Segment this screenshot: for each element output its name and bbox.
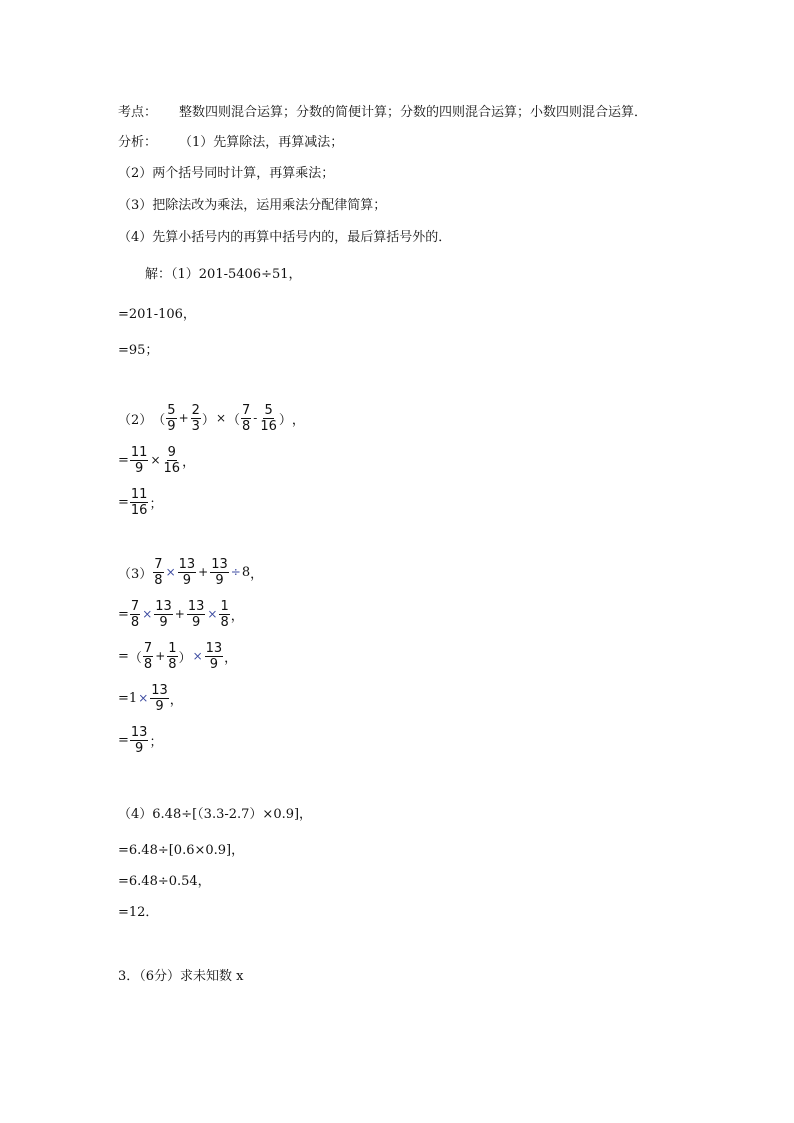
number-1: 1 [128,690,138,706]
divide-sign: ÷ [230,565,241,579]
fraction: $\frac{1}{8}$ [220,598,229,630]
fenxi-step-2: （2）两个括号同时计算，再算乘法； [118,166,335,181]
p1-line-1: （1）201-5406÷51， [171,267,302,282]
p2-paren: （ [152,412,166,428]
p3-paren: ） [178,650,192,666]
p1-line-2: =201-106， [118,307,196,322]
kaodian-line [118,104,647,122]
fraction: $\frac{2}{3}$ [191,402,200,434]
p2-line-2 [118,440,195,480]
times-sign: × [138,691,149,705]
equals-sign: = [118,452,129,468]
equals-sign: = [118,690,129,706]
kaodian-text: 整数四则混合运算；分数的简便计算；分数的四则混合运算；小数四则混合运算． [179,105,648,120]
fraction: $\frac{5}{9}$ [167,402,176,434]
plus-sign: + [198,565,209,579]
fraction: $\frac{13}{9}$ [211,556,228,588]
p3-line-1 [118,552,263,592]
plus-sign: + [155,649,166,663]
fraction: $\frac{11}{16}$ [130,486,148,518]
fraction: $\frac{1}{8}$ [168,640,177,672]
kaodian-label: 考点： [118,105,158,120]
comma: ， [230,608,244,624]
equals-sign: = [118,732,129,748]
fraction: $\frac{7}{8}$ [242,402,251,434]
comma: ， [250,566,264,582]
jie-line [145,266,302,284]
fraction: $\frac{7}{8}$ [143,640,153,672]
fraction: $\frac{13}{9}$ [155,598,172,630]
fraction: $\frac{7}{8}$ [130,598,140,630]
fraction: $\frac{13}{9}$ [178,556,196,588]
comma: ， [169,692,183,708]
p4-line-3: =6.48÷0.54， [118,874,211,889]
p3-line-4 [118,678,183,718]
semicolon: ； [149,496,163,512]
p4-line-2: =6.48÷[0.6×0.9]， [118,843,245,858]
p3-number: （3） [118,566,153,582]
p3-line-5 [118,720,162,760]
times-sign: × [207,607,218,621]
p3-line-2 [118,594,244,634]
question-3: 3．（6分）求未知数 x [118,969,244,984]
fraction: $\frac{11}{9}$ [130,444,148,476]
semicolon: ； [149,734,163,750]
times-sign: × [150,453,161,467]
p4-line-4: =12． [118,905,159,920]
comma: ， [182,454,196,470]
plus-sign: + [178,411,189,425]
fenxi-step-1: （1）先算除法，再算减法； [179,135,344,150]
comma: ， [224,650,238,666]
fraction: $\frac{5}{16}$ [260,402,277,434]
p2-line-3 [118,482,162,522]
times-sign: × [142,607,153,621]
times-sign: × [215,411,226,425]
p2-paren: （ [227,412,241,428]
fraction: $\frac{13}{9}$ [130,724,148,756]
p3-paren: （ [128,650,142,666]
p2-line-1 [118,398,305,438]
equals-sign: = [118,648,129,664]
times-sign: × [192,649,203,663]
minus-sign: - [253,411,258,425]
number-8: 8 [241,564,251,580]
fraction: $\frac{7}{8}$ [154,556,163,588]
plus-sign: + [174,607,185,621]
fraction: $\frac{13}{9}$ [151,682,168,714]
equals-sign: = [118,494,129,510]
fraction: $\frac{9}{16}$ [163,444,181,476]
fenxi-step-4: （4）先算小括号内的再算中括号内的，最后算括号外的． [118,230,452,245]
fraction: $\frac{13}{9}$ [187,598,205,630]
p2-paren: ） [201,412,215,428]
fenxi-label: 分析： [118,135,158,150]
fraction: $\frac{13}{9}$ [205,640,223,672]
comma: ， [291,412,305,428]
fenxi-step-3: （3）把除法改为乘法，运用乘法分配律简算； [118,198,387,213]
fenxi-line [118,134,343,152]
p1-line-3: =95； [118,343,159,358]
times-sign: × [165,565,176,579]
p2-paren: ） [278,412,292,428]
p4-line-1: （4）6.48÷[（3.3-2.7）×0.9]， [118,807,313,822]
jie-label: 解： [145,267,172,282]
p3-line-3 [118,636,237,676]
p2-number: （2） [118,412,153,428]
equals-sign: = [118,606,129,622]
